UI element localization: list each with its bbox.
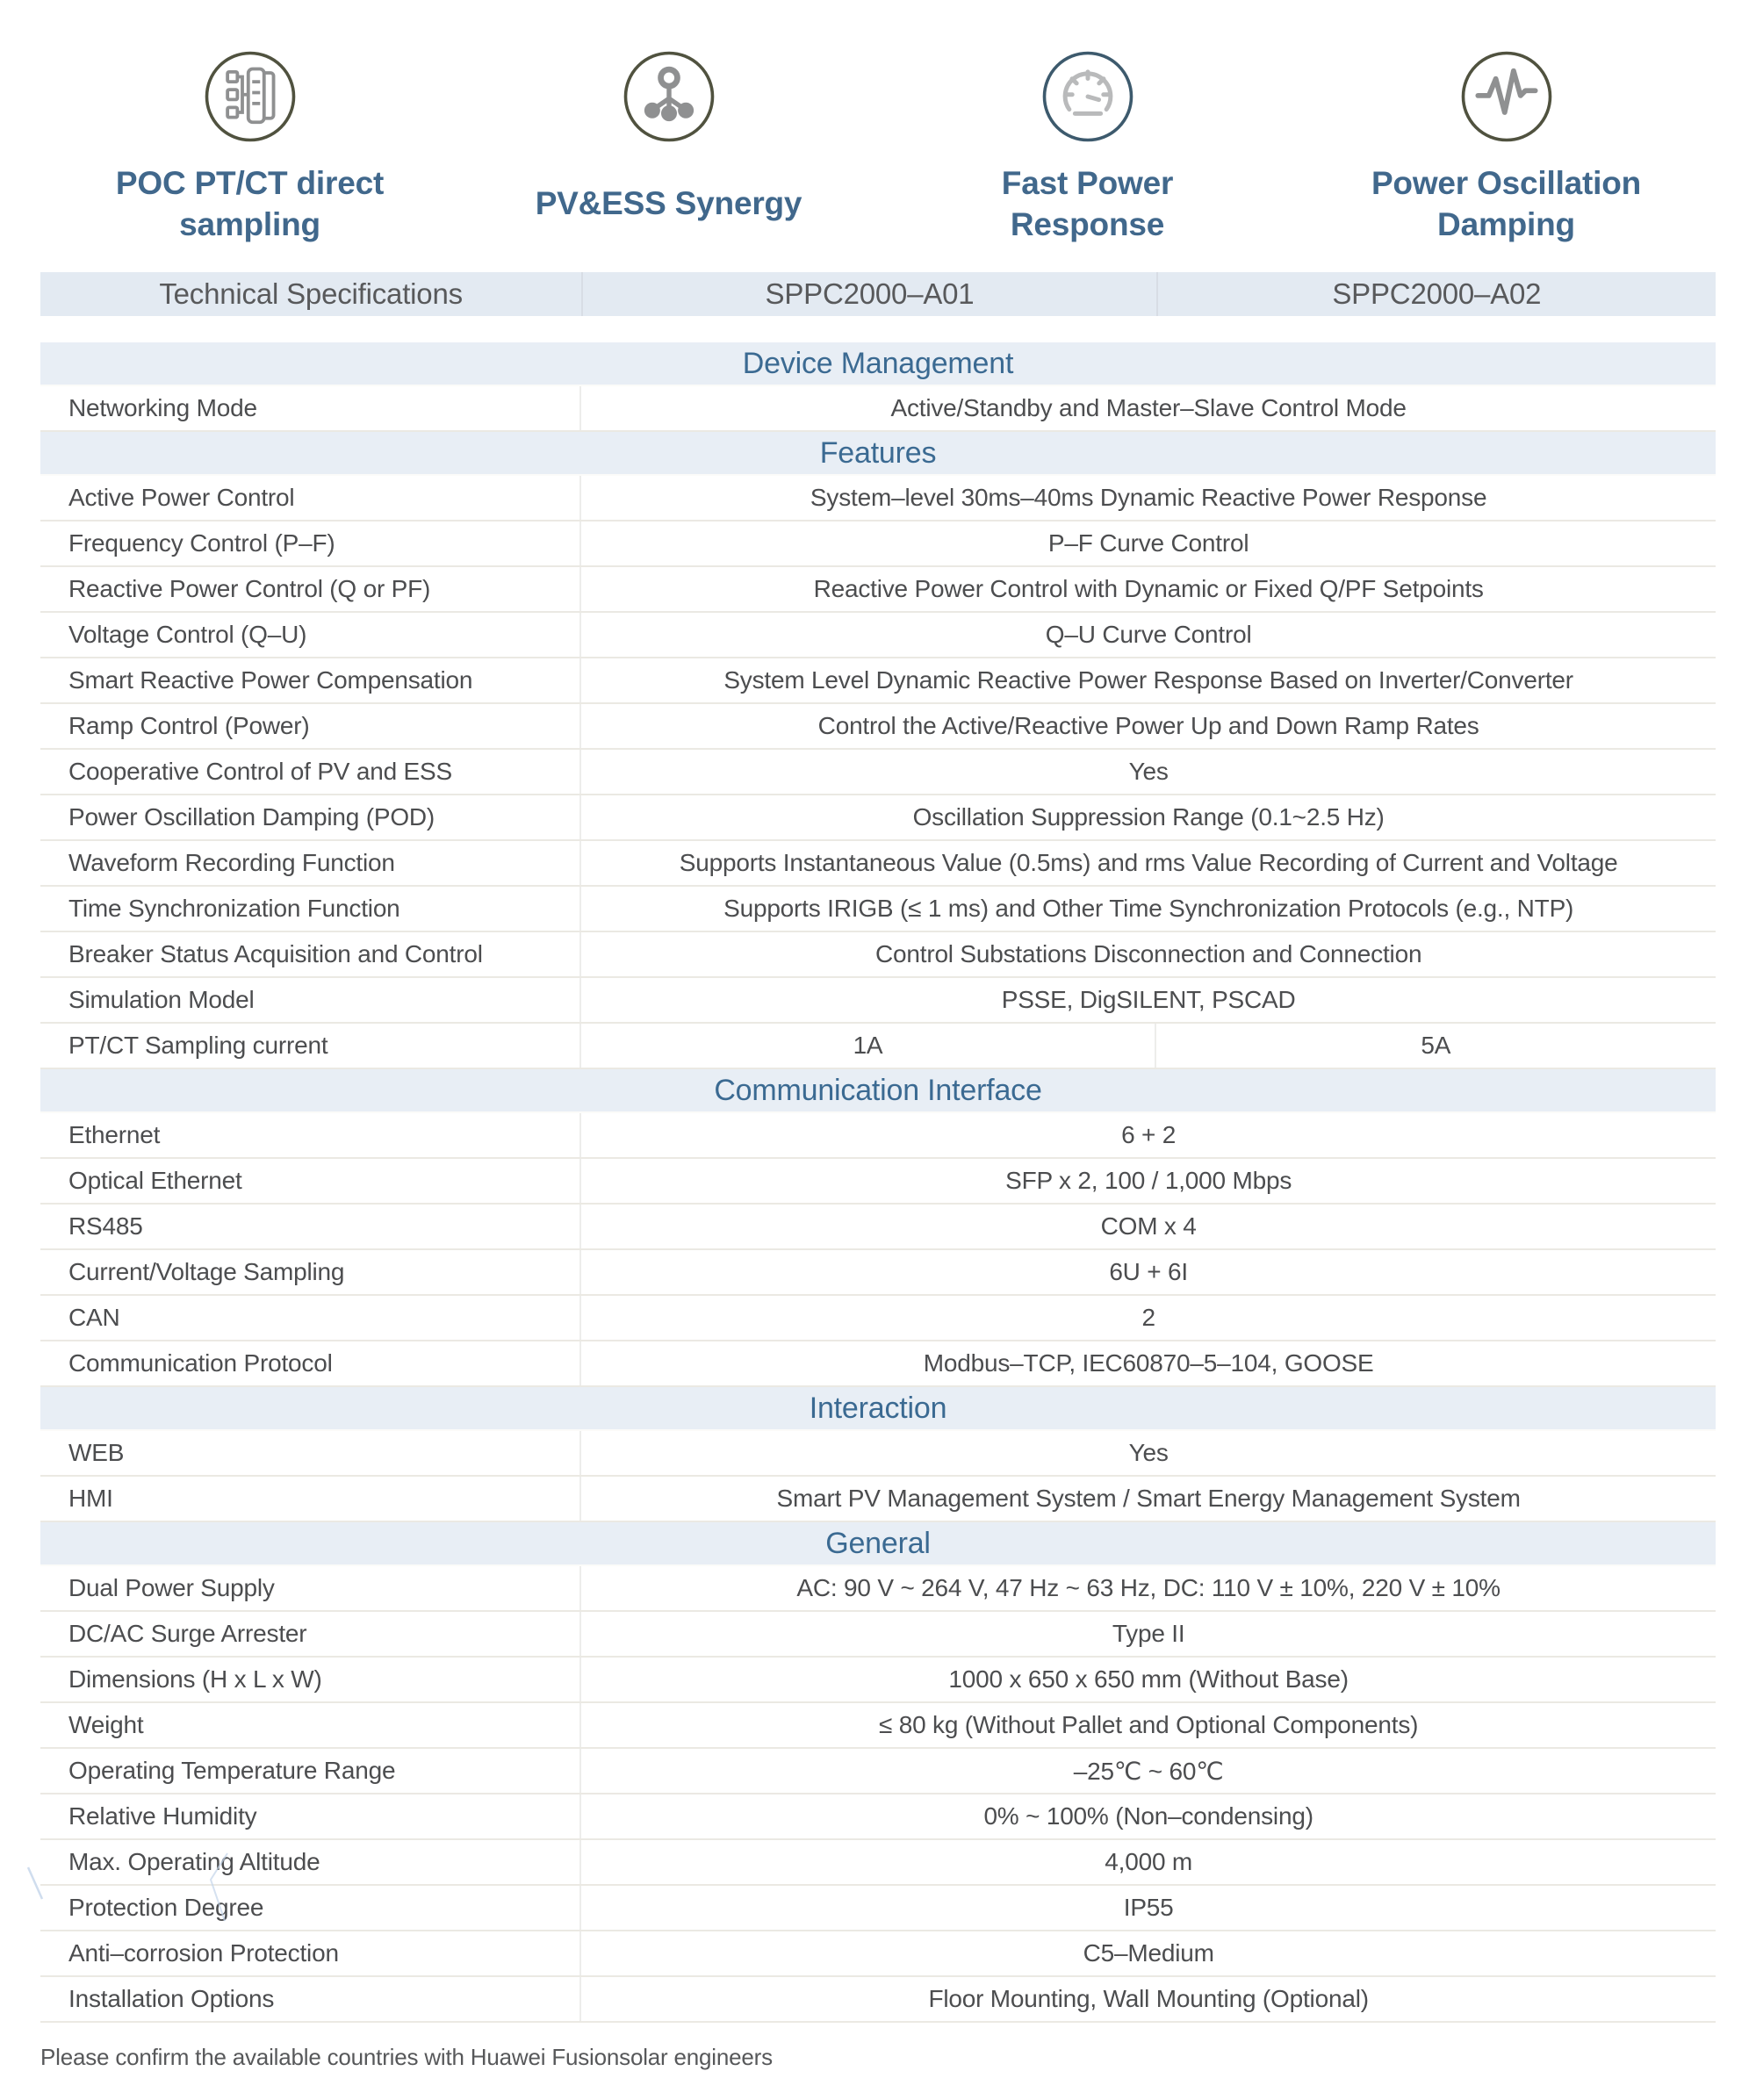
spec-label: Anti–corrosion Protection xyxy=(40,1931,581,1975)
spec-value: Supports IRIGB (≤ 1 ms) and Other Time Synchronization Protocols (e.g., NTP) xyxy=(723,895,1574,922)
spec-value: Floor Mounting, Wall Mounting (Optional) xyxy=(928,1985,1369,2012)
spec-value-a01: 1A xyxy=(581,1024,1155,1068)
feature-banner xyxy=(40,0,1716,258)
spec-label: Weight xyxy=(40,1703,581,1747)
spec-label: Active Power Control xyxy=(40,476,581,520)
spec-value: 1000 x 650 x 650 mm (Without Base) xyxy=(948,1665,1349,1693)
spec-value: ≤ 80 kg (Without Pallet and Optional Components) xyxy=(878,1711,1419,1738)
spec-label: Power Oscillation Damping (POD) xyxy=(40,795,581,839)
spec-label: Voltage Control (Q–U) xyxy=(40,613,581,657)
spec-value: PSSE, DigSILENT, PSCAD xyxy=(1001,986,1296,1013)
spec-label: Operating Temperature Range xyxy=(40,1749,581,1793)
spec-label: Relative Humidity xyxy=(40,1794,581,1838)
spec-row-anti-corrosion-protection xyxy=(40,1931,1716,1977)
spec-label: HMI xyxy=(40,1477,581,1521)
spec-label: Installation Options xyxy=(40,1977,581,2021)
section-header-features: Features xyxy=(40,432,1716,476)
col-header-model-a02: SPPC2000–A02 xyxy=(1156,272,1716,316)
spec-row-optical-ethernet xyxy=(40,1159,1716,1205)
spec-row-max-operating-altitude xyxy=(40,1840,1716,1886)
spec-row-breaker-status-acquisition-and-control xyxy=(40,932,1716,978)
spec-row-dual-power-supply xyxy=(40,1566,1716,1612)
spec-label: CAN xyxy=(40,1296,581,1340)
spec-row-current-voltage-sampling xyxy=(40,1250,1716,1296)
spec-value: IP55 xyxy=(1123,1894,1174,1921)
spec-row-voltage-control-q-u xyxy=(40,613,1716,658)
banner-label: Fast Power Response xyxy=(1001,164,1174,242)
spec-label: Smart Reactive Power Compensation xyxy=(40,658,581,702)
col-header-model-a01: SPPC2000–A01 xyxy=(581,272,1155,316)
spec-value: Supports Instantaneous Value (0.5ms) and rms Value Recording of Current and Voltage xyxy=(679,849,1618,876)
spec-row-waveform-recording-function xyxy=(40,841,1716,887)
spec-value: 6 + 2 xyxy=(1121,1121,1177,1148)
spec-label: PT/CT Sampling current xyxy=(40,1024,581,1068)
spec-value: Control the Active/Reactive Power Up and Down Ramp Rates xyxy=(817,712,1479,739)
section-header-general: General xyxy=(40,1522,1716,1566)
spec-row-relative-humidity xyxy=(40,1794,1716,1840)
spec-row-cooperative-control-of-pv-and-ess xyxy=(40,750,1716,795)
poc-sampling-icon xyxy=(203,49,298,144)
banner-item-poc-sampling xyxy=(40,49,459,258)
spec-row-hmi xyxy=(40,1477,1716,1522)
spec-label: Dimensions (H x L x W) xyxy=(40,1658,581,1701)
spec-row-reactive-power-control-q-or-pf xyxy=(40,567,1716,613)
spec-label: DC/AC Surge Arrester xyxy=(40,1612,581,1656)
banner-label: PV&ESS Synergy xyxy=(535,185,802,222)
spec-value: 4,000 m xyxy=(1105,1848,1193,1875)
spec-label: Networking Mode xyxy=(40,386,581,430)
spec-value: 0% ~ 100% (Non–condensing) xyxy=(983,1802,1313,1830)
table-body xyxy=(40,342,1716,2023)
spec-label: Ethernet xyxy=(40,1113,581,1157)
spec-row-dc-ac-surge-arrester xyxy=(40,1612,1716,1658)
banner-label: Power Oscillation Damping xyxy=(1371,164,1642,242)
spec-row-rs485 xyxy=(40,1205,1716,1250)
spec-value: Oscillation Suppression Range (0.1~2.5 Hz) xyxy=(912,803,1385,831)
spec-row-pt-ct-sampling-current xyxy=(40,1024,1716,1069)
spec-label: Protection Degree xyxy=(40,1886,581,1930)
spec-value: –25℃ ~ 60℃ xyxy=(1073,1757,1224,1785)
spec-row-simulation-model xyxy=(40,978,1716,1024)
spec-row-ethernet xyxy=(40,1113,1716,1159)
spec-row-protection-degree xyxy=(40,1886,1716,1931)
spec-value: P–F Curve Control xyxy=(1047,529,1249,557)
spec-label: Reactive Power Control (Q or PF) xyxy=(40,567,581,611)
spec-value: Q–U Curve Control xyxy=(1045,621,1252,648)
spec-value: Active/Standby and Master–Slave Control Mode xyxy=(890,394,1407,421)
spec-label: Ramp Control (Power) xyxy=(40,704,581,748)
spec-label: Max. Operating Altitude xyxy=(40,1840,581,1884)
section-header-interaction: Interaction xyxy=(40,1387,1716,1431)
spec-row-can xyxy=(40,1296,1716,1341)
spec-label: WEB xyxy=(40,1431,581,1475)
spec-label: RS485 xyxy=(40,1205,581,1248)
spec-row-smart-reactive-power-compensation xyxy=(40,658,1716,704)
spec-row-communication-protocol xyxy=(40,1341,1716,1387)
banner-label: POC PT/CT direct sampling xyxy=(115,164,385,242)
spec-row-web xyxy=(40,1431,1716,1477)
spec-row-dimensions-h-x-l-x-w xyxy=(40,1658,1716,1703)
spec-label: Current/Voltage Sampling xyxy=(40,1250,581,1294)
footnote: Please confirm the available countries with Huawei Fusionsolar engineers xyxy=(40,2044,773,2070)
spec-row-ramp-control-power xyxy=(40,704,1716,750)
spec-value: Reactive Power Control with Dynamic or Fixed Q/PF Setpoints xyxy=(813,575,1484,602)
col-header-technical-specifications: Technical Specifications xyxy=(159,277,463,310)
banner-item-pv-ess-synergy xyxy=(459,49,878,258)
section-header-device-management: Device Management xyxy=(40,342,1716,386)
spec-value: Type II xyxy=(1112,1620,1185,1647)
banner-item-fast-power-response xyxy=(878,49,1297,258)
spec-label: Waveform Recording Function xyxy=(40,841,581,885)
oscillation-damping-icon xyxy=(1459,49,1554,144)
spec-value: Yes xyxy=(1128,758,1169,785)
spec-value: Smart PV Management System / Smart Energy Management System xyxy=(776,1485,1521,1512)
spec-label: Frequency Control (P–F) xyxy=(40,521,581,565)
spec-value: AC: 90 V ~ 264 V, 47 Hz ~ 63 Hz, DC: 110 V ± 10%, 220 V ± 10% xyxy=(796,1574,1501,1601)
spec-row-installation-options xyxy=(40,1977,1716,2023)
spec-value-a02: 5A xyxy=(1421,1032,1451,1059)
pv-ess-synergy-icon xyxy=(622,49,716,144)
spec-value: Modbus–TCP, IEC60870–5–104, GOOSE xyxy=(923,1349,1374,1377)
spec-value: SFP x 2, 100 / 1,000 Mbps xyxy=(1005,1167,1292,1194)
spec-label: Dual Power Supply xyxy=(40,1566,581,1610)
spec-value: 2 xyxy=(1141,1304,1155,1331)
spec-value: C5–Medium xyxy=(1083,1939,1214,1967)
header-gap xyxy=(40,316,1716,342)
spec-table xyxy=(40,272,1716,2023)
spec-row-frequency-control-p-f xyxy=(40,521,1716,567)
spec-value: System–level 30ms–40ms Dynamic Reactive Power Response xyxy=(810,484,1487,511)
spec-value: Control Substations Disconnection and Connection xyxy=(874,940,1422,967)
spec-row-networking-mode xyxy=(40,386,1716,432)
spec-label: Cooperative Control of PV and ESS xyxy=(40,750,581,794)
spec-value: Yes xyxy=(1128,1439,1169,1466)
spec-value: COM x 4 xyxy=(1100,1212,1197,1240)
spec-value: System Level Dynamic Reactive Power Response Based on Inverter/Converter xyxy=(723,666,1573,694)
spec-row-time-synchronization-function xyxy=(40,887,1716,932)
spec-value: 6U + 6I xyxy=(1109,1258,1188,1285)
section-header-communication-interface: Communication Interface xyxy=(40,1069,1716,1113)
spec-row-weight xyxy=(40,1703,1716,1749)
spec-row-power-oscillation-damping-pod xyxy=(40,795,1716,841)
banner-item-oscillation-damping xyxy=(1297,49,1716,258)
spec-label: Breaker Status Acquisition and Control xyxy=(40,932,581,976)
table-header-row xyxy=(40,272,1716,316)
spec-label: Communication Protocol xyxy=(40,1341,581,1385)
spec-label: Time Synchronization Function xyxy=(40,887,581,931)
spec-row-operating-temperature-range xyxy=(40,1749,1716,1794)
spec-label: Simulation Model xyxy=(40,978,581,1022)
spec-row-active-power-control xyxy=(40,476,1716,521)
fast-power-response-icon xyxy=(1040,49,1135,144)
spec-label: Optical Ethernet xyxy=(40,1159,581,1203)
